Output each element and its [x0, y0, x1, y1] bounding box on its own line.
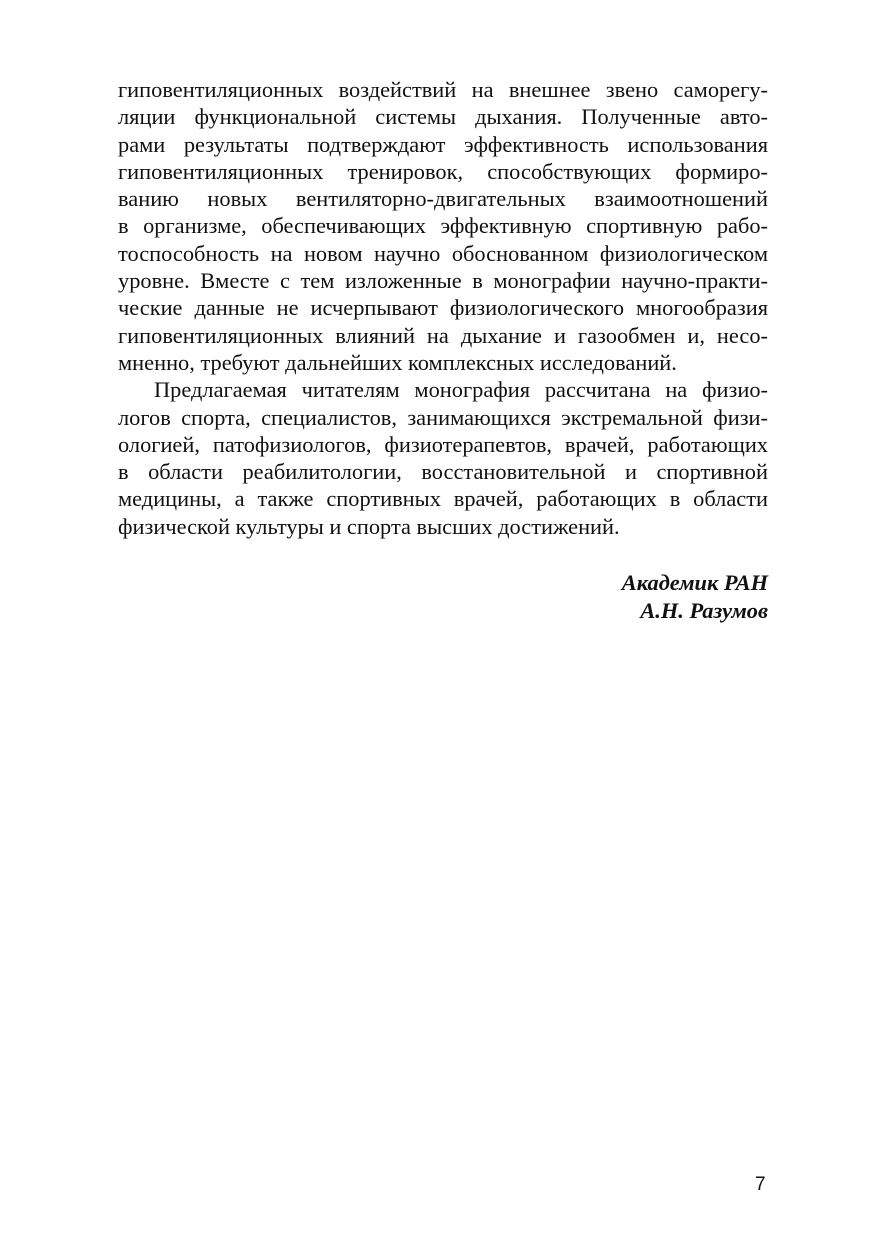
signature-title: Академик РАН	[621, 570, 768, 595]
text-line: гиповентиляционных тренировок, способствующих формиро-	[118, 158, 768, 184]
signature-block	[622, 569, 768, 625]
text-line: физической культуры и спорта высших достижений.	[118, 513, 620, 539]
paragraph-conclusion	[118, 76, 768, 376]
text-line: тоспособность на новом научно обоснованном физиологическом	[118, 240, 768, 266]
page-body	[118, 76, 768, 540]
text-line: гиповентиляционных влияний на дыхание и газообмен и, несо-	[118, 322, 768, 348]
text-line: гиповентиляционных воздействий на внешнее звено саморегу-	[118, 77, 768, 102]
text-line: ляции функциональной системы дыхания. Полученные авто-	[118, 104, 768, 130]
signature-name: А.Н. Разумов	[640, 598, 768, 623]
text-line: уровне. Вместе с тем изложенные в монографии научно-практи-	[118, 268, 768, 294]
text-line: ологией, патофизиологов, физиотерапевтов, врачей, работающих	[118, 431, 768, 457]
text-line: ванию новых вентиляторно-двигательных взаимоотношений	[118, 186, 768, 212]
paragraph-audience	[118, 376, 768, 540]
text-line: в организме, обеспечивающих эффективную спортивную рабо-	[118, 213, 768, 239]
text-line: логов спорта, специалистов, занимающихся экстремальной физи-	[118, 404, 768, 430]
text-line: в области реабилитологии, восстановительной и спортивной	[118, 459, 768, 485]
text-line: Предлагаемая читателям монография рассчитана на физио-	[154, 377, 768, 403]
text-line: рами результаты подтверждают эффективность использования	[118, 131, 768, 157]
text-line: медицины, а также спортивных врачей, работающих в области	[118, 486, 768, 512]
text-line: ческие данные не исчерпывают физиологического многообразия	[118, 295, 768, 321]
text-line: мненно, требуют дальнейших комплексных исследований.	[118, 349, 677, 375]
page-number: 7	[755, 1174, 766, 1195]
